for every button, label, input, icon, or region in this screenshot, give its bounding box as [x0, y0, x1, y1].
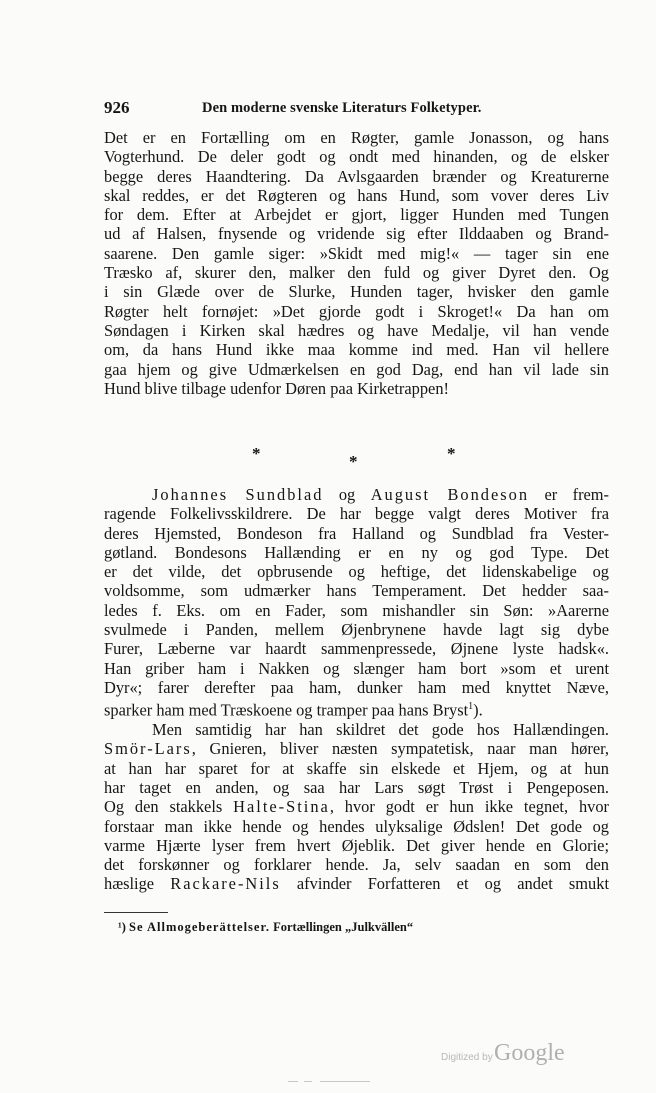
separator-asterisk: * — [447, 444, 456, 463]
text-line: svulmede i Panden, mellem Øjenbrynene havde lagt sig dybe — [104, 620, 609, 640]
text-line: det forskønner og forklarer hende. Ja, selv saadan en som den — [104, 855, 609, 875]
footnote-source: Se Allmogeberättelser. — [129, 920, 270, 934]
text-line: om, da hans Hund ikke maa komme ind med. Han vil hellere — [104, 340, 609, 360]
page-number: 926 — [104, 98, 130, 117]
character-name: Halte-Stina — [233, 797, 330, 817]
paragraph-rogter — [104, 128, 609, 398]
text-line: ledes f. Eks. om en Fader, som mishandler sin Søn: »Aarerne — [104, 600, 609, 620]
text-line: begge deres Haandtering. Da Avlsgaarden brænder og Kreaturerne — [104, 166, 609, 186]
footnote-rule — [104, 912, 168, 913]
text-line: Hund blive tilbage udenfor Døren paa Kirketrappen! — [104, 378, 449, 398]
text-line: varme Hjærte lyser frem hvert Øjeblik. Det giver hende en Glorie; — [104, 835, 609, 855]
text-line: saarene. Den gamle siger: »Skidt med mig!« — tager sin ene — [104, 243, 609, 263]
separator-asterisk: * — [252, 444, 261, 463]
author-name: August Bondeson — [370, 485, 530, 504]
text-line: har taget en anden, og saa har Lars søgt Trøst i Pengeposen. — [104, 777, 609, 797]
separator-asterisk: * — [349, 452, 358, 471]
scan-smudge — [288, 1081, 370, 1083]
text-line: Johannes Sundblad og August Bondeson er frem- — [152, 485, 610, 504]
text-line: i sin Glæde over de Slurke, Hunden tager, hvisker den gamle — [104, 282, 609, 302]
text-line: Vogterhund. De deler godt og ondt med hinanden, og de elsker — [104, 147, 609, 167]
digitized-by-label: Digitized by — [441, 1052, 493, 1063]
paragraph-sundblad-bondeson — [104, 485, 609, 894]
text-line: Søndagen i Kirken skal hædres og have Medalje, vil han vende — [104, 320, 609, 340]
text-line: Furer, Læberne var haardt sammenpressede, Øjnene lyste hadsk«. — [104, 639, 609, 659]
text-line: Røgter helt fornøjet: »Det gjorde godt i Skroget!« Da han om — [104, 301, 609, 321]
text-line: Han griber ham i Nakken og slænger ham bort »som et urent — [104, 658, 609, 678]
character-name: Smör-Lars — [104, 739, 192, 759]
text-line: voldsomme, som udmærker hans Temperament. Det hedder saa- — [104, 581, 609, 601]
text-line: gaa hjem og give Udmærkelsen en god Dag, end han vil lade sin — [104, 359, 609, 379]
text-line: Men samtidig har han skildret det gode hos Hallændingen. — [152, 720, 609, 740]
text-line: Dyr«; farer derefter paa ham, dunker ham med knyttet Næve, — [104, 677, 609, 697]
text-line: Og den stakkels Halte-Stina, hvor godt er hun ikke tegnet, hvor — [104, 797, 609, 817]
text-line: gøtland. Bondesons Hallænding er en ny og god Type. Det — [104, 542, 609, 562]
text-line: Træsko af, skurer den, malker den fuld og giver Dyret den. Og — [104, 263, 609, 283]
text-line: ragende Folkelivsskildrere. De har begge valgt deres Motiver fra — [104, 504, 609, 524]
text-line: Smör-Lars, Gnieren, bliver næsten sympatetisk, naar man hører, — [104, 739, 609, 759]
text-line: skal reddes, er det Røgteren og hans Hund, som vover deres Liv — [104, 185, 609, 205]
character-name: Rackare-Nils — [170, 874, 281, 894]
text-line: forstaar man ikke hende og hendes ulyksalige Ødslen! Det gode og — [104, 816, 609, 836]
page-header — [104, 98, 609, 120]
text-line: deres Hjemsted, Bondeson fra Halland og Sundblad fra Vester- — [104, 523, 609, 543]
text-line: for dem. Efter at Arbejdet er gjort, ligger Hunden med Tungen — [104, 205, 609, 225]
author-name: Johannes Sundblad — [152, 485, 324, 504]
text-line: Det er en Fortælling om en Røgter, gamle Jonasson, og hans — [104, 128, 609, 147]
text-line: ud af Halsen, fnysende og vridende sig efter Ilddaaben og Brand- — [104, 224, 609, 244]
footnote-reference: 1 — [468, 701, 474, 713]
footnote-mark: ¹) — [118, 920, 126, 934]
text-line: hæslige Rackare-Nils afvinder Forfatteren et og andet smukt — [104, 874, 609, 894]
footnote-text: Fortællingen „Julkvällen“ — [270, 920, 414, 934]
text-line: er det vilde, det opbrusende og heftige, det lidenskabelige og — [104, 562, 609, 582]
google-logo: Google — [494, 1040, 565, 1066]
footnote — [118, 920, 413, 935]
text-line: at han har sparet for at skaffe sin elskede et Hjem, og at hun — [104, 758, 609, 778]
running-title: Den moderne svenske Literaturs Folketyper. — [202, 100, 482, 116]
text-line: sparker ham med Træskoene og tramper paa hans Bryst$^1$). — [104, 700, 483, 720]
